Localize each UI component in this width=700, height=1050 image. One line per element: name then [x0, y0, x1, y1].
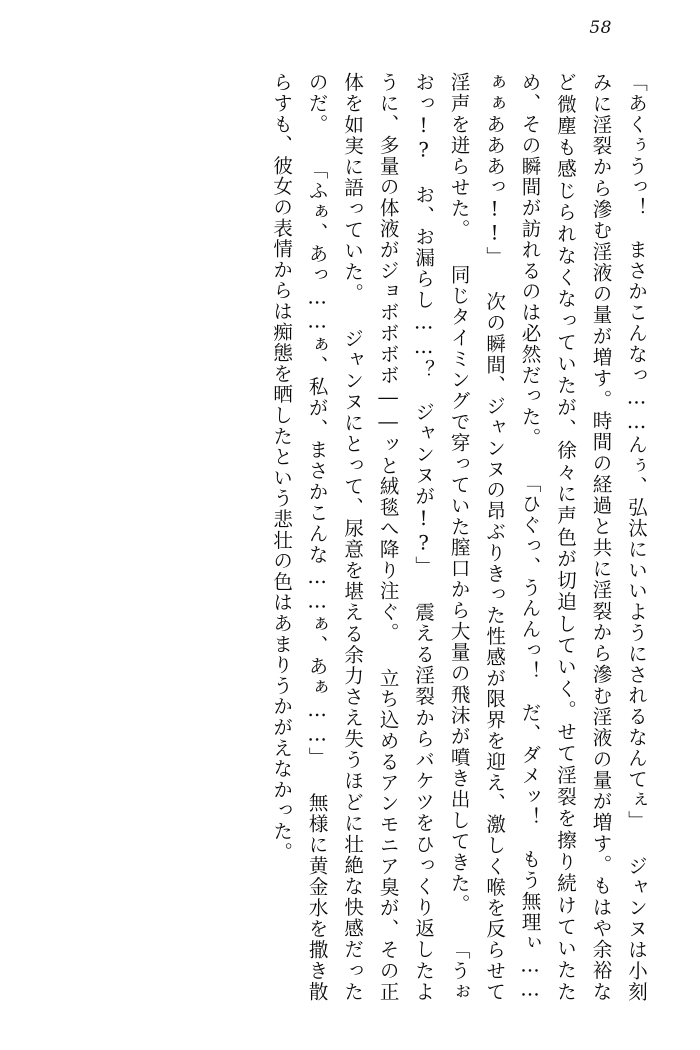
body-paragraph: 「あくぅうっ！ まさかこんなっ……んぅ、弘汰にいいようにされるなんてぇ」 ジャンヌは小刻みに淫裂から滲む淫液の量が増す。時間の経過と共に淫裂から滲む淫液の量が増す。もはや余裕など微塵も感じられなくなっていたが、徐々に声色が切迫していく。せて淫裂を擦り続けていたため、その瞬間が訪れるのは必然だった。 「ひぐっ、うんんっ！ だ、ダメッ！ もう無理ぃ……ぁぁあああっ!!」 次の瞬間、ジャンヌの昂ぶりきった性感が限界を迎え、激しく喉を反らせて淫声を迸らせた。 同じタイミングで穿っていた膣口から大量の飛沫が噴き出してきた。 「うぉおっ!? お、お漏らし……？ ジャンヌが!?」 震える淫裂からバケツをひっくり返したように、多量の体液がジョボボボボ――ッと絨毯へ降り注ぐ。 立ち込めるアンモニア臭が、その正体を如実に語っていた。 ジャンヌにとって、尿意を堪える余力さえ失うほどに壮絶な快感だったのだ。 「ふぁ、あっ……ぁ、私が、まさかこんな……ぁ、あぁ……」 無様に黄金水を撒き散らすも、彼女の表情からは痴態を晒したという悲壮の色はあまりうかがえなかった。: [270, 72, 648, 1002]
page-number: 58: [589, 18, 612, 38]
vertical-text-body: [46, 72, 654, 1002]
